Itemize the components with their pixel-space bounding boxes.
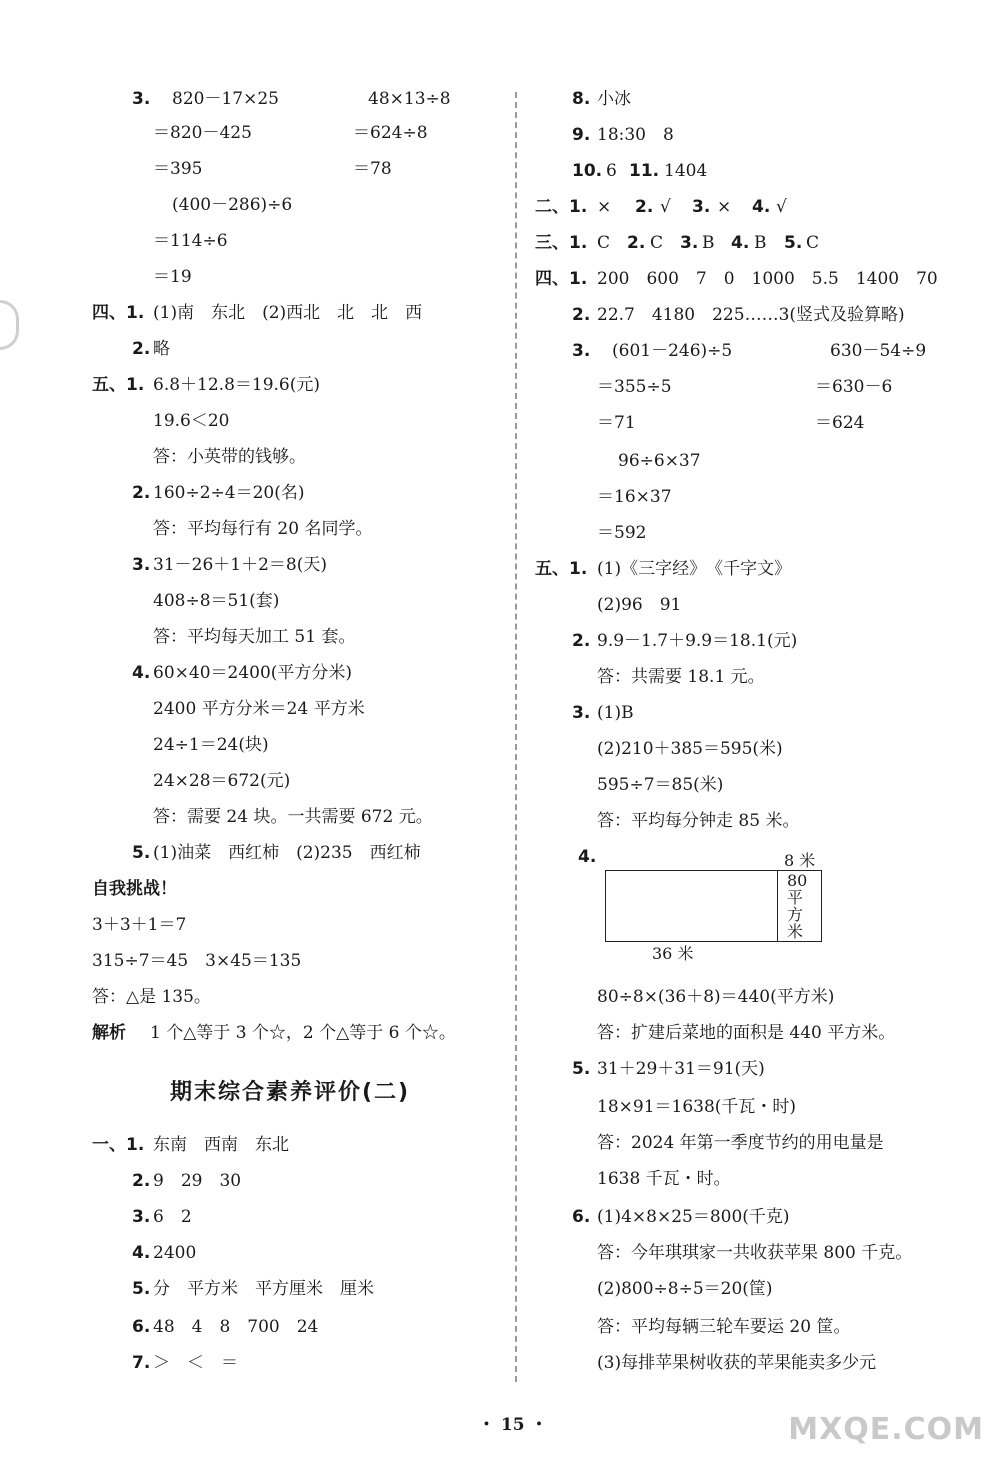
section-number: 二、1. <box>535 197 588 217</box>
item-number: 6. <box>572 1207 591 1227</box>
answer-line: 答：△是 135。 <box>92 987 211 1007</box>
answer-line: 200 600 7 0 1000 5.5 1400 70 <box>597 269 938 289</box>
answer-line: × <box>597 197 612 217</box>
item-number: 2. <box>572 631 591 651</box>
item-number: 2. <box>132 483 151 503</box>
answer-line: 9 29 30 <box>153 1171 242 1191</box>
item-number: 4. <box>731 233 750 253</box>
item-number: 3. <box>692 197 711 217</box>
answer-line: 2400 <box>153 1243 197 1263</box>
answer-line: (2)96 91 <box>597 595 682 615</box>
answer-line: 答：2024 年第一季度节约的用电量是 <box>597 1133 884 1153</box>
answer-line: 答：平均每分钟走 85 米。 <box>597 811 800 831</box>
item-number: 5. <box>572 1059 591 1079</box>
item-number: 2. <box>132 339 151 359</box>
calc-line: 31－26＋1＋2＝8(天) <box>153 555 327 575</box>
column-divider <box>515 92 517 1382</box>
calc-line: (2)210＋385＝595(米) <box>597 739 783 759</box>
item-number: 2. <box>635 197 654 217</box>
calc-line: ＝355÷5 <box>597 377 672 397</box>
diagram-inner-char: 方 <box>787 905 804 924</box>
diagram-bottom-label: 36 米 <box>652 944 694 963</box>
answer-line: (1)《三字经》 《千字文》 <box>597 559 792 579</box>
calc-line: ＝16×37 <box>597 487 672 507</box>
calc-line: ＝624÷8 <box>353 123 428 143</box>
item-number: 10. <box>572 161 603 181</box>
section-number: 五、1. <box>92 375 145 395</box>
watermark-logo: MXQE.COM <box>788 1412 984 1447</box>
calc-line: ＝630－6 <box>815 377 893 397</box>
item-number: 4. <box>132 1243 151 1263</box>
diagram-top-label: 8 米 <box>784 851 816 870</box>
page-edge-mark <box>0 300 19 350</box>
calc-line: 2400 平方分米＝24 平方米 <box>153 699 365 719</box>
calc-line: ＝78 <box>353 159 392 179</box>
challenge-title: 自我挑战！ <box>92 879 177 899</box>
answer-line: 1638 千瓦・时。 <box>597 1169 731 1189</box>
item-number: 2. <box>572 305 591 325</box>
answer-line: 答：共需要 18.1 元。 <box>597 667 765 687</box>
section-heading: 期末综合素养评价(二) <box>170 1080 411 1105</box>
answer-line: 48 4 8 700 24 <box>153 1317 319 1337</box>
answer-line: B <box>702 233 715 253</box>
answer-line: 1404 <box>664 161 708 181</box>
answer-line: √ <box>660 197 671 217</box>
calc-line: 408÷8＝51(套) <box>153 591 280 611</box>
answer-line: 答：小英带的钱够。 <box>153 447 306 467</box>
calc-line: (1)4×8×25＝800(千克) <box>597 1207 790 1227</box>
answer-line: B <box>754 233 767 253</box>
diagram-inner-label <box>787 872 807 940</box>
answer-line: (1)B <box>597 703 634 723</box>
item-number: 9. <box>572 125 591 145</box>
answer-line: 答：平均每天加工 51 套。 <box>153 627 356 647</box>
item-number: 8. <box>572 89 591 109</box>
item-number: 6. <box>132 1317 151 1337</box>
item-number: 3. <box>572 341 591 361</box>
item-number: 3. <box>132 555 151 575</box>
answer-line: 6 2 <box>153 1207 192 1227</box>
item-number: 3. <box>680 233 699 253</box>
answer-line: 答：平均每辆三轮车要运 20 筐。 <box>597 1317 851 1337</box>
calc-line: 24÷1＝24(块) <box>153 735 269 755</box>
item-number: 3. <box>572 703 591 723</box>
item-number: 2. <box>627 233 646 253</box>
section-number: 一、1. <box>92 1135 145 1155</box>
answer-line: 22.7 4180 225……3(竖式及验算略) <box>597 305 905 325</box>
answer-line: 答：需要 24 块。一共需要 672 元。 <box>153 807 433 827</box>
analysis-text: 1 个△等于 3 个☆，2 个△等于 6 个☆。 <box>150 1023 456 1043</box>
answer-line: C <box>650 233 664 253</box>
answer-line: (1)油菜 西红柿 (2)235 西红柿 <box>153 843 421 863</box>
item-number: 3. <box>132 1207 151 1227</box>
item-number: 4. <box>752 197 771 217</box>
answer-line: 略 <box>153 339 170 359</box>
calc-line: ＝395 <box>153 159 203 179</box>
page-number: ・ 15 ・ <box>478 1415 548 1435</box>
section-number: 五、1. <box>535 559 588 579</box>
answer-line: ＞ ＜ ＝ <box>153 1353 238 1373</box>
item-number: 7. <box>132 1353 151 1373</box>
calc-line: 630－54÷9 <box>830 341 927 361</box>
answer-line: (1)南 东北 (2)西北 北 北 西 <box>153 303 423 323</box>
item-number: 4. <box>132 663 151 683</box>
answer-line: 答：今年琪琪家一共收获苹果 800 千克。 <box>597 1243 913 1263</box>
item-number: 5. <box>132 843 151 863</box>
diagram-inner-char: 米 <box>787 922 804 941</box>
answer-line: 东南 西南 东北 <box>153 1135 289 1155</box>
calc-line: ＝71 <box>597 413 636 433</box>
analysis-label: 解析 <box>92 1023 126 1043</box>
calc-line: ＝624 <box>815 413 865 433</box>
calc-line: ＝114÷6 <box>153 231 228 251</box>
answer-line: (3)每排苹果树收获的苹果能卖多少元 <box>597 1353 877 1373</box>
diagram-inner-char: 80 <box>787 871 808 890</box>
calc-line: 6.8＋12.8＝19.6(元) <box>153 375 321 395</box>
calc-line: 24×28＝672(元) <box>153 771 291 791</box>
calc-line: 96÷6×37 <box>618 451 701 471</box>
calc-line: 80÷8×(36＋8)＝440(平方米) <box>597 987 835 1007</box>
calc-line: 9.9－1.7＋9.9＝18.1(元) <box>597 631 798 651</box>
answer-line: 答：平均每行有 20 名同学。 <box>153 519 373 539</box>
answer-line: 分 平方米 平方厘米 厘米 <box>153 1279 374 1299</box>
calc-line: 60×40＝2400(平方分米) <box>153 663 353 683</box>
calc-line: 160÷2÷4＝20(名) <box>153 483 305 503</box>
calc-line: ＝592 <box>597 523 647 543</box>
answer-line: 小冰 <box>597 89 631 109</box>
diagram-inner-char: 平 <box>787 888 804 907</box>
section-number: 四、1. <box>535 269 588 289</box>
calc-line: 48×13÷8 <box>368 89 451 109</box>
item-number: 5. <box>132 1279 151 1299</box>
section-number: 四、1. <box>92 303 145 323</box>
calc-line: 595÷7＝85(米) <box>597 775 724 795</box>
calc-line: 19.6＜20 <box>153 411 230 431</box>
calc-line: 18×91＝1638(千瓦・时) <box>597 1097 797 1117</box>
section-number: 三、1. <box>535 233 588 253</box>
calc-line: (400－286)÷6 <box>172 195 293 215</box>
answer-line: 6 <box>606 161 617 181</box>
calc-line: 315÷7＝45 3×45＝135 <box>92 951 302 971</box>
calc-line: ＝820－425 <box>153 123 252 143</box>
answer-line: C <box>806 233 820 253</box>
calc-line: 820－17×25 <box>172 89 279 109</box>
answer-line: 18:30 8 <box>597 125 674 145</box>
answer-line: C <box>597 233 611 253</box>
calc-line: 31＋29＋31＝91(天) <box>597 1059 765 1079</box>
answer-line: × <box>717 197 732 217</box>
item-number: 11. <box>629 161 660 181</box>
calc-line: ＝19 <box>153 267 192 287</box>
answer-line: √ <box>776 197 787 217</box>
item-number: 3. <box>132 89 151 109</box>
calc-line: 3＋3＋1＝7 <box>92 915 187 935</box>
answer-line: 答：扩建后菜地的面积是 440 平方米。 <box>597 1023 896 1043</box>
item-number: 2. <box>132 1171 151 1191</box>
item-number: 5. <box>784 233 803 253</box>
calc-line: (2)800÷8÷5＝20(筐) <box>597 1279 773 1299</box>
item-number: 4. <box>578 847 597 867</box>
calc-line: (601－246)÷5 <box>612 341 733 361</box>
